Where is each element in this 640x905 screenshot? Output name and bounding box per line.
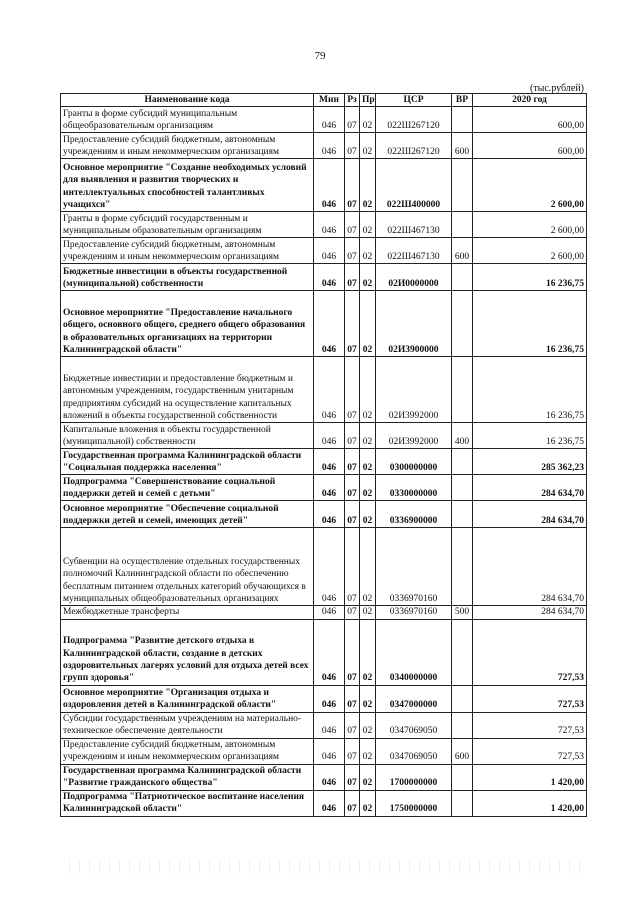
row-csr: 022Ш467130 bbox=[376, 212, 452, 238]
row-amount: 727,53 bbox=[473, 738, 587, 764]
row-csr: 022Ш267120 bbox=[376, 107, 452, 133]
row-rz: 07 bbox=[345, 238, 360, 264]
row-pr: 02 bbox=[360, 528, 376, 606]
row-pr: 02 bbox=[360, 738, 376, 764]
table-header-row bbox=[61, 94, 587, 107]
row-pr: 02 bbox=[360, 291, 376, 357]
row-vr bbox=[452, 212, 473, 238]
row-pr: 02 bbox=[360, 764, 376, 790]
row-rz: 07 bbox=[345, 449, 360, 475]
row-csr: 0347069050 bbox=[376, 712, 452, 738]
row-vr bbox=[452, 685, 473, 712]
table-row bbox=[61, 528, 587, 606]
row-amount: 284 634,70 bbox=[473, 501, 587, 528]
row-vr bbox=[452, 264, 473, 291]
row-csr: 02И3900000 bbox=[376, 291, 452, 357]
row-csr: 0336970160 bbox=[376, 528, 452, 606]
row-amount: 2 600,00 bbox=[473, 159, 587, 212]
row-amount: 16 236,75 bbox=[473, 357, 587, 423]
table-row bbox=[61, 685, 587, 712]
row-name: Основное мероприятие "Обеспечение социальной поддержки детей и семей, имеющих детей" bbox=[61, 501, 314, 528]
row-amount: 727,53 bbox=[473, 712, 587, 738]
row-amount: 285 362,23 bbox=[473, 449, 587, 475]
table-row bbox=[61, 606, 587, 619]
row-pr: 02 bbox=[360, 133, 376, 159]
row-amount: 16 236,75 bbox=[473, 264, 587, 291]
row-min: 046 bbox=[314, 764, 345, 790]
row-amount: 600,00 bbox=[473, 133, 587, 159]
row-min: 046 bbox=[314, 212, 345, 238]
row-vr bbox=[452, 107, 473, 133]
row-pr: 02 bbox=[360, 107, 376, 133]
row-vr: 600 bbox=[452, 238, 473, 264]
header-csr: ЦСР bbox=[376, 94, 452, 107]
row-amount: 284 634,70 bbox=[473, 528, 587, 606]
row-name: Гранты в форме субсидий государственным и муниципальным образовательным организациям bbox=[61, 212, 314, 238]
row-vr bbox=[452, 357, 473, 423]
table-row bbox=[61, 238, 587, 264]
header-pr: Пр bbox=[360, 94, 376, 107]
row-pr: 02 bbox=[360, 790, 376, 816]
header-vr: ВР bbox=[452, 94, 473, 107]
row-csr: 0330000000 bbox=[376, 475, 452, 501]
row-csr: 02И0000000 bbox=[376, 264, 452, 291]
row-name: Бюджетные инвестиции и предоставление бюджетным и автономным учреждениям, государственным унитарным предприятиям субсидий на осуществление капитальных вложений в объекты государственной собственности bbox=[61, 357, 314, 423]
table-row bbox=[61, 619, 587, 685]
row-name: Основное мероприятие "Предоставление начального общего, основного общего, среднего общего образования в образовательных организациях на территории Калининградской области" bbox=[61, 291, 314, 357]
scan-noise bbox=[60, 860, 586, 874]
row-name: Гранты в форме субсидий муниципальным общеобразовательным организациям bbox=[61, 107, 314, 133]
row-pr: 02 bbox=[360, 685, 376, 712]
row-name: Субсидии государственным учреждениям на материально-техническое обеспечение деятельности bbox=[61, 712, 314, 738]
row-rz: 07 bbox=[345, 501, 360, 528]
table-row bbox=[61, 790, 587, 816]
row-pr: 02 bbox=[360, 619, 376, 685]
header-name: Наименование кода bbox=[61, 94, 314, 107]
row-name: Субвенции на осуществление отдельных государственных полномочий Калининградской области по обеспечению бесплатным питанием отдельных категорий обучающихся в муниципальных общеобразовательных организациях bbox=[61, 528, 314, 606]
row-name: Подпрограмма "Патриотическое воспитание населения Калининградской области" bbox=[61, 790, 314, 816]
table-row bbox=[61, 738, 587, 764]
row-rz: 07 bbox=[345, 790, 360, 816]
table-row bbox=[61, 212, 587, 238]
row-rz: 07 bbox=[345, 619, 360, 685]
row-min: 046 bbox=[314, 357, 345, 423]
row-rz: 07 bbox=[345, 685, 360, 712]
row-vr bbox=[452, 475, 473, 501]
row-vr: 600 bbox=[452, 133, 473, 159]
row-csr: 022Ш267120 bbox=[376, 133, 452, 159]
row-rz: 07 bbox=[345, 159, 360, 212]
row-amount: 284 634,70 bbox=[473, 606, 587, 619]
row-name: Межбюджетные трансферты bbox=[61, 606, 314, 619]
table-row bbox=[61, 712, 587, 738]
row-name: Подпрограмма "Совершенствование социальной поддержки детей и семей с детьми" bbox=[61, 475, 314, 501]
table-row bbox=[61, 449, 587, 475]
table-row bbox=[61, 475, 587, 501]
row-amount: 284 634,70 bbox=[473, 475, 587, 501]
row-pr: 02 bbox=[360, 449, 376, 475]
row-amount: 727,53 bbox=[473, 685, 587, 712]
row-rz: 07 bbox=[345, 357, 360, 423]
row-name: Государственная программа Калининградской области "Социальная поддержка населения" bbox=[61, 449, 314, 475]
row-csr: 0340000000 bbox=[376, 619, 452, 685]
budget-table bbox=[60, 93, 587, 817]
row-rz: 07 bbox=[345, 606, 360, 619]
row-rz: 07 bbox=[345, 738, 360, 764]
row-min: 046 bbox=[314, 291, 345, 357]
row-csr: 022Ш467130 bbox=[376, 238, 452, 264]
row-csr: 0336900000 bbox=[376, 501, 452, 528]
row-rz: 07 bbox=[345, 423, 360, 449]
row-name: Государственная программа Калининградской области "Развитие гражданского общества" bbox=[61, 764, 314, 790]
row-vr bbox=[452, 528, 473, 606]
row-amount: 727,53 bbox=[473, 619, 587, 685]
row-vr bbox=[452, 159, 473, 212]
row-amount: 2 600,00 bbox=[473, 238, 587, 264]
row-amount: 1 420,00 bbox=[473, 790, 587, 816]
row-amount: 16 236,75 bbox=[473, 423, 587, 449]
table-row bbox=[61, 764, 587, 790]
row-vr: 600 bbox=[452, 738, 473, 764]
row-amount: 600,00 bbox=[473, 107, 587, 133]
header-year: 2020 год bbox=[473, 94, 587, 107]
row-vr bbox=[452, 501, 473, 528]
row-min: 046 bbox=[314, 606, 345, 619]
row-name: Бюджетные инвестиции в объекты государственной (муниципальной) собственности bbox=[61, 264, 314, 291]
row-name: Предоставление субсидий бюджетным, автономным учреждениям и иным некоммерческим организациям bbox=[61, 133, 314, 159]
units-label: (тыс.рублей) bbox=[529, 83, 584, 94]
row-rz: 07 bbox=[345, 107, 360, 133]
row-vr bbox=[452, 291, 473, 357]
row-pr: 02 bbox=[360, 212, 376, 238]
row-csr: 0336970160 bbox=[376, 606, 452, 619]
row-amount: 1 420,00 bbox=[473, 764, 587, 790]
table-row bbox=[61, 291, 587, 357]
table-row bbox=[61, 133, 587, 159]
table-row bbox=[61, 264, 587, 291]
row-rz: 07 bbox=[345, 528, 360, 606]
row-min: 046 bbox=[314, 107, 345, 133]
table-row bbox=[61, 357, 587, 423]
row-name: Капитальные вложения в объекты государственной (муниципальной) собственности bbox=[61, 423, 314, 449]
table-row bbox=[61, 107, 587, 133]
row-name: Предоставление субсидий бюджетным, автономным учреждениям и иным некоммерческим организациям bbox=[61, 738, 314, 764]
row-name: Основное мероприятие "Организация отдыха и оздоровления детей в Калининградской области" bbox=[61, 685, 314, 712]
table-row bbox=[61, 423, 587, 449]
row-csr: 1750000000 bbox=[376, 790, 452, 816]
row-min: 046 bbox=[314, 423, 345, 449]
row-rz: 07 bbox=[345, 764, 360, 790]
row-name: Предоставление субсидий бюджетным, автономным учреждениям и иным некоммерческим организациям bbox=[61, 238, 314, 264]
row-rz: 07 bbox=[345, 133, 360, 159]
row-pr: 02 bbox=[360, 264, 376, 291]
row-csr: 0347000000 bbox=[376, 685, 452, 712]
row-pr: 02 bbox=[360, 606, 376, 619]
row-pr: 02 bbox=[360, 501, 376, 528]
row-pr: 02 bbox=[360, 159, 376, 212]
row-min: 046 bbox=[314, 712, 345, 738]
row-min: 046 bbox=[314, 159, 345, 212]
row-vr bbox=[452, 764, 473, 790]
row-vr bbox=[452, 449, 473, 475]
row-min: 046 bbox=[314, 738, 345, 764]
row-pr: 02 bbox=[360, 712, 376, 738]
row-vr bbox=[452, 619, 473, 685]
row-csr: 022Ш400000 bbox=[376, 159, 452, 212]
row-min: 046 bbox=[314, 133, 345, 159]
row-vr bbox=[452, 712, 473, 738]
row-vr: 500 bbox=[452, 606, 473, 619]
row-vr: 400 bbox=[452, 423, 473, 449]
row-min: 046 bbox=[314, 790, 345, 816]
row-pr: 02 bbox=[360, 238, 376, 264]
row-min: 046 bbox=[314, 501, 345, 528]
header-rz: Рз bbox=[345, 94, 360, 107]
row-csr: 02И3992000 bbox=[376, 423, 452, 449]
row-rz: 07 bbox=[345, 712, 360, 738]
table-row bbox=[61, 159, 587, 212]
row-amount: 2 600,00 bbox=[473, 212, 587, 238]
page-number: 79 bbox=[314, 50, 326, 62]
row-name: Подпрограмма "Развитие детского отдыха в Калининградской области, создание в детских оздоровительных лагерях условий для отдыха детей всех групп здоровья" bbox=[61, 619, 314, 685]
row-min: 046 bbox=[314, 619, 345, 685]
row-rz: 07 bbox=[345, 264, 360, 291]
row-csr: 1700000000 bbox=[376, 764, 452, 790]
row-min: 046 bbox=[314, 528, 345, 606]
row-amount: 16 236,75 bbox=[473, 291, 587, 357]
row-pr: 02 bbox=[360, 423, 376, 449]
header-min: Мин bbox=[314, 94, 345, 107]
row-min: 046 bbox=[314, 685, 345, 712]
row-pr: 02 bbox=[360, 475, 376, 501]
row-pr: 02 bbox=[360, 357, 376, 423]
row-vr bbox=[452, 790, 473, 816]
row-rz: 07 bbox=[345, 475, 360, 501]
row-rz: 07 bbox=[345, 212, 360, 238]
row-csr: 02И3992000 bbox=[376, 357, 452, 423]
row-csr: 0300000000 bbox=[376, 449, 452, 475]
table-row bbox=[61, 501, 587, 528]
row-min: 046 bbox=[314, 475, 345, 501]
row-rz: 07 bbox=[345, 291, 360, 357]
row-csr: 0347069050 bbox=[376, 738, 452, 764]
row-name: Основное мероприятие "Создание необходимых условий для выявления и развития творческих и интеллектуальных способностей талантливых учащихся" bbox=[61, 159, 314, 212]
row-min: 046 bbox=[314, 449, 345, 475]
row-min: 046 bbox=[314, 264, 345, 291]
row-min: 046 bbox=[314, 238, 345, 264]
